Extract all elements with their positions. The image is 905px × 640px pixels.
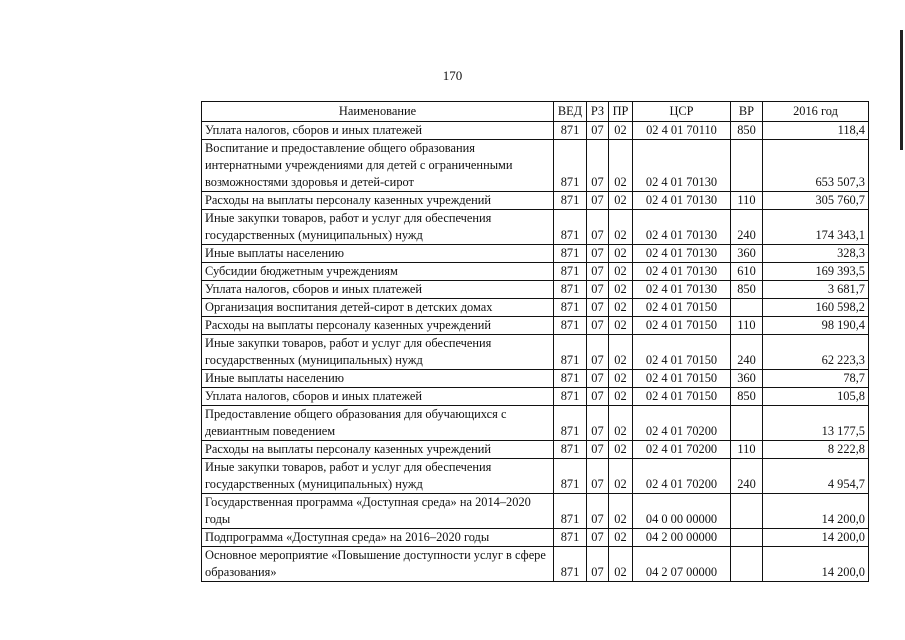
table-row [202, 494, 869, 529]
cell-ved: 871 [554, 370, 587, 388]
cell-ved: 871 [554, 263, 587, 281]
cell-name: Подпрограмма «Доступная среда» на 2016–2020 годы [202, 529, 554, 547]
cell-pr: 02 [609, 335, 633, 370]
header-vr: ВР [731, 102, 763, 122]
cell-vr: 240 [731, 210, 763, 245]
cell-csr: 02 4 01 70130 [633, 192, 731, 210]
cell-vr: 610 [731, 263, 763, 281]
cell-name: Государственная программа «Доступная среда» на 2014–2020 годы [202, 494, 554, 529]
cell-name: Предоставление общего образования для обучающихся с девиантным поведением [202, 406, 554, 441]
cell-amount: 98 190,4 [763, 317, 869, 335]
cell-csr: 02 4 01 70110 [633, 122, 731, 140]
table-row [202, 263, 869, 281]
cell-pr: 02 [609, 459, 633, 494]
cell-pr: 02 [609, 281, 633, 299]
table-row [202, 406, 869, 441]
table-row [202, 529, 869, 547]
cell-csr: 04 0 00 00000 [633, 494, 731, 529]
cell-rz: 07 [587, 388, 609, 406]
cell-amount: 4 954,7 [763, 459, 869, 494]
cell-name: Организация воспитания детей-сирот в детских домах [202, 299, 554, 317]
table-row [202, 388, 869, 406]
cell-vr [731, 406, 763, 441]
header-row [202, 102, 869, 122]
cell-pr: 02 [609, 547, 633, 582]
cell-ved: 871 [554, 494, 587, 529]
table-row [202, 317, 869, 335]
cell-pr: 02 [609, 192, 633, 210]
table-row [202, 547, 869, 582]
cell-vr: 110 [731, 441, 763, 459]
cell-rz: 07 [587, 370, 609, 388]
header-rz: РЗ [587, 102, 609, 122]
cell-csr: 02 4 01 70130 [633, 210, 731, 245]
cell-amount: 160 598,2 [763, 299, 869, 317]
cell-vr: 240 [731, 459, 763, 494]
cell-rz: 07 [587, 335, 609, 370]
cell-rz: 07 [587, 494, 609, 529]
cell-pr: 02 [609, 140, 633, 192]
cell-csr: 02 4 01 70150 [633, 388, 731, 406]
cell-csr: 04 2 00 00000 [633, 529, 731, 547]
cell-amount: 174 343,1 [763, 210, 869, 245]
cell-pr: 02 [609, 263, 633, 281]
cell-pr: 02 [609, 210, 633, 245]
cell-amount: 13 177,5 [763, 406, 869, 441]
cell-ved: 871 [554, 192, 587, 210]
cell-amount: 105,8 [763, 388, 869, 406]
cell-vr [731, 299, 763, 317]
cell-rz: 07 [587, 210, 609, 245]
table-row [202, 140, 869, 192]
cell-csr: 02 4 01 70130 [633, 140, 731, 192]
cell-csr: 02 4 01 70150 [633, 335, 731, 370]
cell-name: Иные закупки товаров, работ и услуг для обеспечения государственных (муниципальных) нужд [202, 459, 554, 494]
cell-pr: 02 [609, 406, 633, 441]
table-row [202, 459, 869, 494]
cell-rz: 07 [587, 406, 609, 441]
cell-vr: 110 [731, 317, 763, 335]
cell-amount: 14 200,0 [763, 494, 869, 529]
cell-ved: 871 [554, 140, 587, 192]
cell-pr: 02 [609, 388, 633, 406]
cell-ved: 871 [554, 299, 587, 317]
cell-name: Иные выплаты населению [202, 370, 554, 388]
cell-csr: 02 4 01 70130 [633, 263, 731, 281]
cell-name: Уплата налогов, сборов и иных платежей [202, 388, 554, 406]
cell-rz: 07 [587, 459, 609, 494]
cell-ved: 871 [554, 388, 587, 406]
cell-rz: 07 [587, 263, 609, 281]
cell-csr: 02 4 01 70130 [633, 281, 731, 299]
cell-pr: 02 [609, 245, 633, 263]
cell-ved: 871 [554, 335, 587, 370]
cell-vr: 850 [731, 281, 763, 299]
cell-name: Уплата налогов, сборов и иных платежей [202, 281, 554, 299]
cell-pr: 02 [609, 529, 633, 547]
cell-ved: 871 [554, 122, 587, 140]
cell-rz: 07 [587, 140, 609, 192]
cell-ved: 871 [554, 529, 587, 547]
table-row [202, 281, 869, 299]
cell-amount: 14 200,0 [763, 529, 869, 547]
table-row [202, 335, 869, 370]
cell-csr: 02 4 01 70150 [633, 317, 731, 335]
table-row [202, 441, 869, 459]
cell-csr: 02 4 01 70200 [633, 459, 731, 494]
cell-rz: 07 [587, 529, 609, 547]
budget-table [201, 101, 869, 582]
cell-pr: 02 [609, 494, 633, 529]
table-header [202, 102, 869, 122]
cell-pr: 02 [609, 122, 633, 140]
cell-amount: 118,4 [763, 122, 869, 140]
page-number: 170 [442, 68, 463, 83]
cell-vr: 360 [731, 370, 763, 388]
cell-csr: 02 4 01 70150 [633, 370, 731, 388]
cell-amount: 169 393,5 [763, 263, 869, 281]
cell-amount: 62 223,3 [763, 335, 869, 370]
cell-csr: 02 4 01 70200 [633, 406, 731, 441]
header-pr: ПР [609, 102, 633, 122]
cell-ved: 871 [554, 406, 587, 441]
cell-vr [731, 547, 763, 582]
cell-rz: 07 [587, 547, 609, 582]
cell-csr: 02 4 01 70200 [633, 441, 731, 459]
cell-rz: 07 [587, 281, 609, 299]
cell-amount: 328,3 [763, 245, 869, 263]
cell-vr: 240 [731, 335, 763, 370]
cell-pr: 02 [609, 441, 633, 459]
cell-csr: 04 2 07 00000 [633, 547, 731, 582]
scan-edge-mark [900, 30, 903, 150]
cell-amount: 8 222,8 [763, 441, 869, 459]
cell-ved: 871 [554, 547, 587, 582]
cell-pr: 02 [609, 370, 633, 388]
cell-csr: 02 4 01 70150 [633, 299, 731, 317]
cell-rz: 07 [587, 192, 609, 210]
cell-ved: 871 [554, 459, 587, 494]
cell-amount: 305 760,7 [763, 192, 869, 210]
cell-pr: 02 [609, 317, 633, 335]
header-csr: ЦСР [633, 102, 731, 122]
header-ved: ВЕД [554, 102, 587, 122]
cell-rz: 07 [587, 122, 609, 140]
cell-pr: 02 [609, 299, 633, 317]
cell-rz: 07 [587, 441, 609, 459]
cell-name: Иные выплаты населению [202, 245, 554, 263]
cell-vr: 850 [731, 388, 763, 406]
table-body [202, 122, 869, 582]
cell-vr [731, 494, 763, 529]
cell-rz: 07 [587, 299, 609, 317]
cell-name: Воспитание и предоставление общего образования интернатными учреждениями для детей с ограниченными возможностями здоровья и детей-сирот [202, 140, 554, 192]
cell-name: Расходы на выплаты персоналу казенных учреждений [202, 192, 554, 210]
cell-name: Основное мероприятие «Повышение доступности услуг в сфере образования» [202, 547, 554, 582]
header-year: 2016 год [763, 102, 869, 122]
table-row [202, 122, 869, 140]
cell-rz: 07 [587, 245, 609, 263]
cell-csr: 02 4 01 70130 [633, 245, 731, 263]
cell-name: Субсидии бюджетным учреждениям [202, 263, 554, 281]
cell-name: Уплата налогов, сборов и иных платежей [202, 122, 554, 140]
cell-ved: 871 [554, 317, 587, 335]
cell-name: Иные закупки товаров, работ и услуг для обеспечения государственных (муниципальных) нужд [202, 335, 554, 370]
cell-amount: 653 507,3 [763, 140, 869, 192]
cell-vr: 110 [731, 192, 763, 210]
cell-name: Расходы на выплаты персоналу казенных учреждений [202, 317, 554, 335]
cell-vr [731, 140, 763, 192]
cell-amount: 78,7 [763, 370, 869, 388]
table-row [202, 299, 869, 317]
cell-name: Иные закупки товаров, работ и услуг для обеспечения государственных (муниципальных) нужд [202, 210, 554, 245]
table-row [202, 210, 869, 245]
cell-vr: 850 [731, 122, 763, 140]
cell-ved: 871 [554, 281, 587, 299]
cell-vr: 360 [731, 245, 763, 263]
cell-vr [731, 529, 763, 547]
table-row [202, 245, 869, 263]
cell-ved: 871 [554, 210, 587, 245]
cell-name: Расходы на выплаты персоналу казенных учреждений [202, 441, 554, 459]
cell-amount: 3 681,7 [763, 281, 869, 299]
cell-amount: 14 200,0 [763, 547, 869, 582]
header-name: Наименование [202, 102, 554, 122]
cell-rz: 07 [587, 317, 609, 335]
table-row [202, 192, 869, 210]
table-row [202, 370, 869, 388]
cell-ved: 871 [554, 245, 587, 263]
cell-ved: 871 [554, 441, 587, 459]
